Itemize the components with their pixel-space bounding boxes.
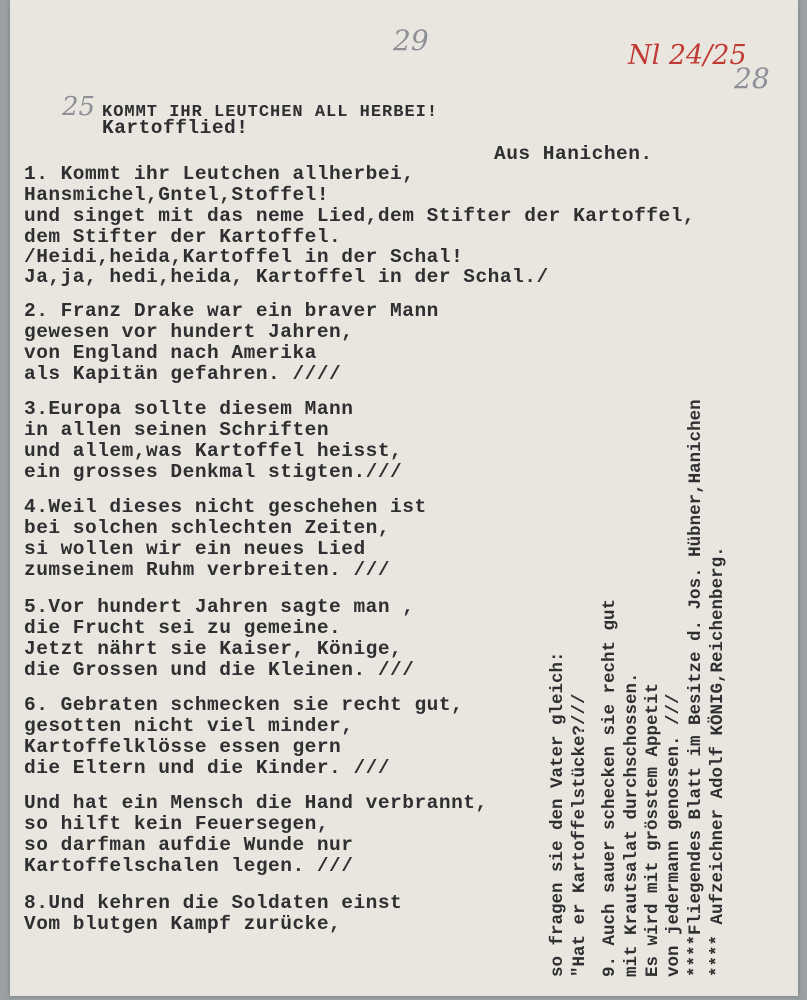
verse-line: Ja,ja, hedi,heida, Kartoffel in der Schal./ (24, 266, 549, 288)
verse-line: si wollen wir ein neues Lied (24, 538, 366, 560)
verse-line: die Grossen und die Kleinen. /// (24, 659, 415, 681)
verse-line: /Heidi,heida,Kartoffel in der Schal! (24, 246, 464, 268)
verse-line: Und hat ein Mensch die Hand verbrannt, (24, 792, 488, 814)
verse-line: gesotten nicht viel minder, (24, 715, 354, 737)
verse-line: zumseinem Ruhm verbreiten. /// (24, 559, 391, 581)
side-column-line: 9. Auch sauer schecken sie recht gut (600, 598, 620, 977)
side-column-line: **** Aufzeichner Adolf KÖNIG,Reichenberg. (708, 546, 728, 977)
document-page (10, 0, 798, 996)
side-column-line: mit Krautsalat durchschossen. (622, 672, 642, 977)
archive-reference: Nl 24/25 (628, 40, 747, 71)
verse-line: so darfman aufdie Wunde nur (24, 834, 354, 856)
verse-line: 8.Und kehren die Soldaten einst (24, 892, 403, 914)
verse-line: und allem,was Kartoffel heisst, (24, 440, 403, 462)
verse-line: gewesen vor hundert Jahren, (24, 321, 354, 343)
verse-line: Hansmichel,Gntel,Stoffel! (24, 184, 330, 206)
verse-line: die Eltern und die Kinder. /// (24, 757, 391, 779)
verse-line: Kartoffelschalen legen. /// (24, 855, 354, 877)
verse-line: 5.Vor hundert Jahren sagte man , (24, 596, 415, 618)
margin-number: 25 (62, 92, 96, 122)
verse-line: von England nach Amerika (24, 342, 317, 364)
verse-line: 2. Franz Drake war ein braver Mann (24, 300, 439, 322)
verse-line: bei solchen schlechten Zeiten, (24, 517, 391, 539)
verse-line: 1. Kommt ihr Leutchen allherbei, (24, 163, 415, 185)
verse-line: 4.Weil dieses nicht geschehen ist (24, 496, 427, 518)
verse-line: dem Stifter der Kartoffel. (24, 226, 342, 248)
verse-line: 6. Gebraten schmecken sie recht gut, (24, 694, 464, 716)
side-column-line: so fragen sie den Vater gleich: (548, 651, 568, 977)
song-title: KOMMT IHR LEUTCHEN ALL HERBEI! (102, 103, 439, 122)
verse-line: ein grosses Denkmal stigten./// (24, 461, 403, 483)
verse-line: Kartoffelklösse essen gern (24, 736, 342, 758)
verse-line: in allen seinen Schriften (24, 419, 330, 441)
side-column-line: Es wird mit grösstem Appetit (643, 682, 663, 977)
page-number: 29 (393, 24, 429, 57)
verse-line: so hilft kein Feuersegen, (24, 813, 330, 835)
verse-line: als Kapitän gefahren. //// (24, 363, 342, 385)
verse-line: Jetzt nährt sie Kaiser, Könige, (24, 638, 403, 660)
verse-line: Vom blutgen Kampf zurücke, (24, 913, 342, 935)
song-origin: Aus Hanichen. (494, 143, 653, 165)
verse-line: die Frucht sei zu gemeine. (24, 617, 342, 639)
side-column-line: "Hat er Kartoffelstücke?/// (570, 693, 590, 977)
verse-line: 3.Europa sollte diesem Mann (24, 398, 354, 420)
side-column-line: von jedermann genossen. /// (664, 693, 684, 977)
archive-reference-secondary: 28 (734, 62, 770, 95)
song-subtitle: Kartofflied! (102, 117, 249, 139)
side-column-line: ****Fliegendes Blatt im Besitze d. Jos. Hübner,Hanichen (686, 399, 706, 977)
verse-line: und singet mit das neme Lied,dem Stifter der Kartoffel, (24, 205, 696, 227)
